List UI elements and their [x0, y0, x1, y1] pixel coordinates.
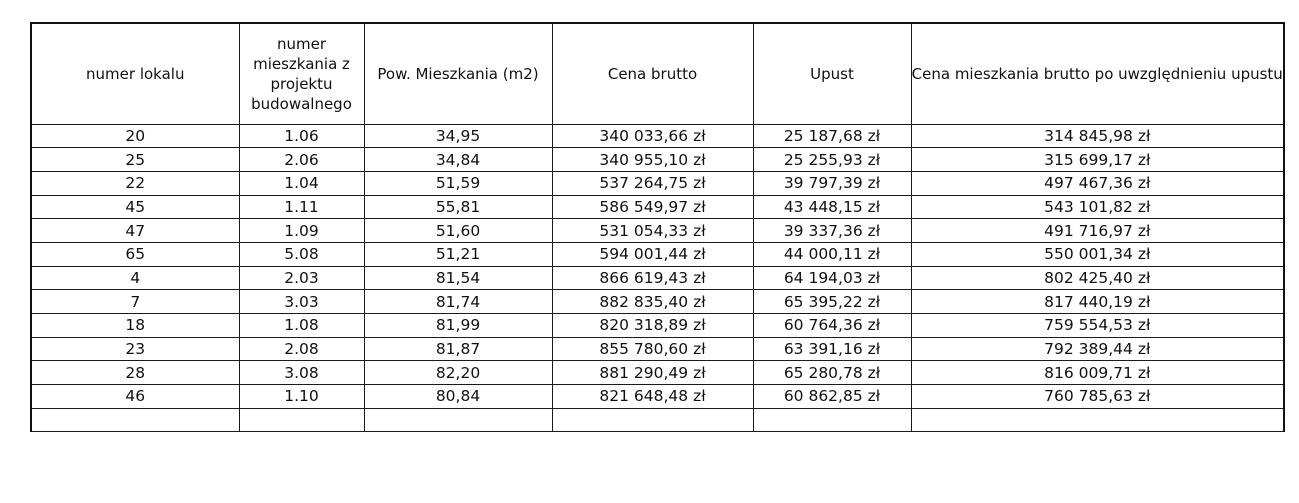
- cell-upust: [753, 408, 911, 432]
- table-row: [31, 314, 1284, 338]
- cell-numer-lokalu: 28: [31, 361, 239, 385]
- cell-powierzchnia: 34,95: [364, 124, 552, 148]
- cell-cena-po-upuscie: 816 009,71 zł: [911, 361, 1284, 385]
- cell-numer-lokalu: 7: [31, 290, 239, 314]
- cell-upust: 63 391,16 zł: [753, 337, 911, 361]
- header-cell-cena-po-upuscie: Cena mieszkania brutto po uwzględnieniu upustu: [911, 23, 1284, 124]
- cell-numer-mieszkania: 2.03: [239, 266, 364, 290]
- cell-cena-po-upuscie: 817 440,19 zł: [911, 290, 1284, 314]
- price-table-container: [30, 22, 1283, 432]
- cell-numer-lokalu: 4: [31, 266, 239, 290]
- cell-upust: 39 337,36 zł: [753, 219, 911, 243]
- cell-numer-mieszkania: 3.08: [239, 361, 364, 385]
- cell-cena-brutto: 855 780,60 zł: [552, 337, 753, 361]
- cell-numer-mieszkania: 1.06: [239, 124, 364, 148]
- cell-upust: 25 187,68 zł: [753, 124, 911, 148]
- header-cell-cena-brutto: Cena brutto: [552, 23, 753, 124]
- cell-upust: 60 862,85 zł: [753, 385, 911, 409]
- cell-upust: 25 255,93 zł: [753, 148, 911, 172]
- cell-powierzchnia: 81,54: [364, 266, 552, 290]
- cell-cena-po-upuscie: 802 425,40 zł: [911, 266, 1284, 290]
- header-cell-numer-mieszkania: numer mieszkania z projektu budowalnego: [239, 23, 364, 124]
- cell-numer-mieszkania: 3.03: [239, 290, 364, 314]
- cell-numer-lokalu: 25: [31, 148, 239, 172]
- cell-upust: 43 448,15 zł: [753, 195, 911, 219]
- cell-numer-mieszkania: [239, 408, 364, 432]
- cell-cena-brutto: 866 619,43 zł: [552, 266, 753, 290]
- cell-numer-lokalu: 65: [31, 242, 239, 266]
- cell-numer-mieszkania: 1.11: [239, 195, 364, 219]
- cell-cena-brutto: 586 549,97 zł: [552, 195, 753, 219]
- cell-numer-lokalu: [31, 408, 239, 432]
- cell-upust: 65 395,22 zł: [753, 290, 911, 314]
- header-cell-upust: Upust: [753, 23, 911, 124]
- cell-cena-brutto: 881 290,49 zł: [552, 361, 753, 385]
- cell-upust: 44 000,11 zł: [753, 242, 911, 266]
- cell-upust: 64 194,03 zł: [753, 266, 911, 290]
- cell-powierzchnia: 55,81: [364, 195, 552, 219]
- cell-numer-lokalu: 23: [31, 337, 239, 361]
- table-row: [31, 361, 1284, 385]
- cell-numer-lokalu: 47: [31, 219, 239, 243]
- cell-upust: 65 280,78 zł: [753, 361, 911, 385]
- cell-powierzchnia: 34,84: [364, 148, 552, 172]
- cell-numer-mieszkania: 1.08: [239, 314, 364, 338]
- cell-powierzchnia: 80,84: [364, 385, 552, 409]
- table-body: [31, 124, 1284, 432]
- cell-numer-mieszkania: 1.10: [239, 385, 364, 409]
- cell-numer-mieszkania: 2.08: [239, 337, 364, 361]
- cell-cena-brutto: 821 648,48 zł: [552, 385, 753, 409]
- cell-cena-po-upuscie: 497 467,36 zł: [911, 171, 1284, 195]
- cell-cena-po-upuscie: 792 389,44 zł: [911, 337, 1284, 361]
- cell-powierzchnia: 51,59: [364, 171, 552, 195]
- cell-numer-mieszkania: 5.08: [239, 242, 364, 266]
- cell-numer-lokalu: 20: [31, 124, 239, 148]
- cell-numer-lokalu: 45: [31, 195, 239, 219]
- cell-upust: 39 797,39 zł: [753, 171, 911, 195]
- cell-powierzchnia: 81,99: [364, 314, 552, 338]
- table-row: [31, 124, 1284, 148]
- cell-cena-brutto: 594 001,44 zł: [552, 242, 753, 266]
- cell-cena-po-upuscie: 315 699,17 zł: [911, 148, 1284, 172]
- cell-cena-po-upuscie: 491 716,97 zł: [911, 219, 1284, 243]
- cell-powierzchnia: 51,21: [364, 242, 552, 266]
- cell-numer-mieszkania: 2.06: [239, 148, 364, 172]
- cell-cena-po-upuscie: 759 554,53 zł: [911, 314, 1284, 338]
- cell-powierzchnia: [364, 408, 552, 432]
- cell-numer-lokalu: 22: [31, 171, 239, 195]
- cell-cena-po-upuscie: 314 845,98 zł: [911, 124, 1284, 148]
- header-cell-powierzchnia: Pow. Mieszkania (m2): [364, 23, 552, 124]
- table-header: [31, 23, 1284, 124]
- cell-cena-brutto: 882 835,40 zł: [552, 290, 753, 314]
- cell-cena-brutto: 340 033,66 zł: [552, 124, 753, 148]
- table-row: [31, 337, 1284, 361]
- cell-upust: 60 764,36 zł: [753, 314, 911, 338]
- table-row: [31, 219, 1284, 243]
- cell-numer-mieszkania: 1.04: [239, 171, 364, 195]
- table-row: [31, 385, 1284, 409]
- cell-numer-mieszkania: 1.09: [239, 219, 364, 243]
- cell-powierzchnia: 81,87: [364, 337, 552, 361]
- cell-cena-brutto: [552, 408, 753, 432]
- cell-cena-po-upuscie: [911, 408, 1284, 432]
- cell-cena-brutto: 340 955,10 zł: [552, 148, 753, 172]
- cell-powierzchnia: 82,20: [364, 361, 552, 385]
- table-row: [31, 171, 1284, 195]
- cell-cena-po-upuscie: 760 785,63 zł: [911, 385, 1284, 409]
- cell-numer-lokalu: 18: [31, 314, 239, 338]
- cell-powierzchnia: 51,60: [364, 219, 552, 243]
- table-row: [31, 148, 1284, 172]
- header-row: [31, 23, 1284, 124]
- price-table: [30, 22, 1285, 432]
- cell-cena-po-upuscie: 550 001,34 zł: [911, 242, 1284, 266]
- table-row: [31, 290, 1284, 314]
- table-row: [31, 242, 1284, 266]
- cell-numer-lokalu: 46: [31, 385, 239, 409]
- cell-cena-brutto: 537 264,75 zł: [552, 171, 753, 195]
- cell-powierzchnia: 81,74: [364, 290, 552, 314]
- cell-cena-brutto: 820 318,89 zł: [552, 314, 753, 338]
- table-row: [31, 266, 1284, 290]
- table-row: [31, 408, 1284, 432]
- cell-cena-brutto: 531 054,33 zł: [552, 219, 753, 243]
- header-cell-numer-lokalu: numer lokalu: [31, 23, 239, 124]
- table-row: [31, 195, 1284, 219]
- cell-cena-po-upuscie: 543 101,82 zł: [911, 195, 1284, 219]
